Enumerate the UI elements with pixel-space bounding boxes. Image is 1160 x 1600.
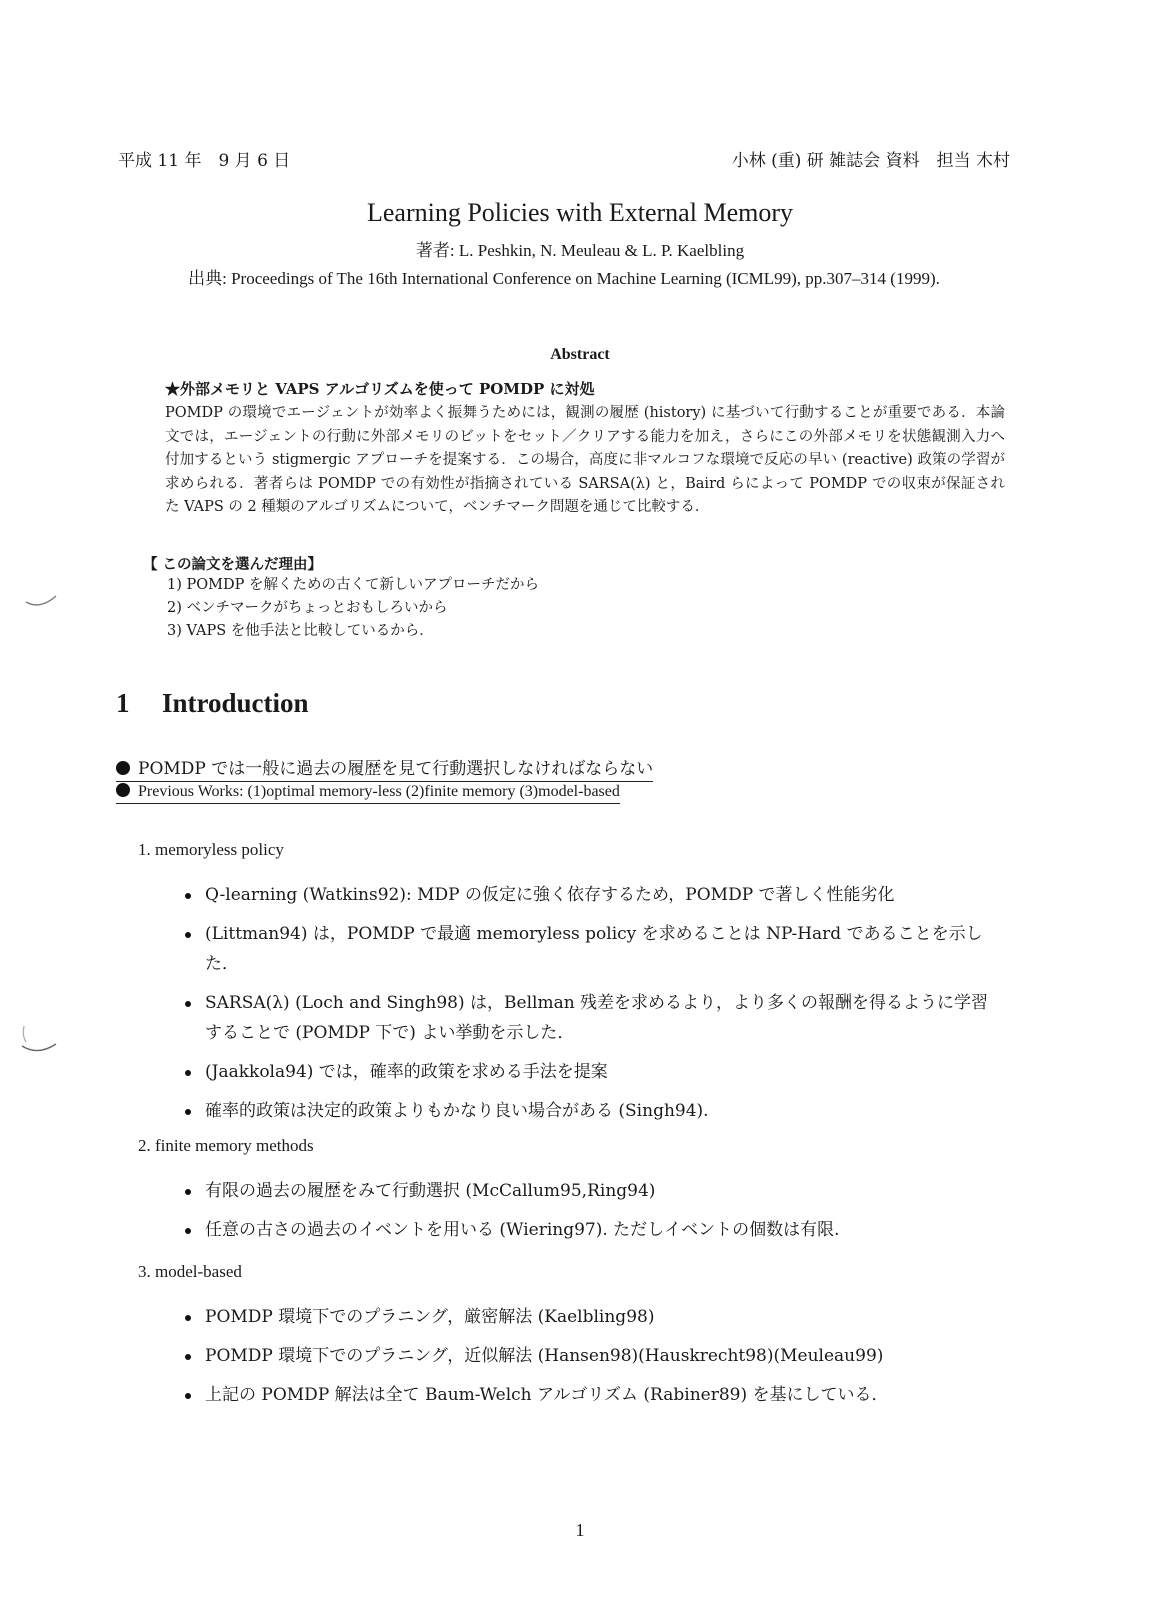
- list-item-text: POMDP 環境下でのプラニング，厳密解法 (Kaelbling98): [205, 1307, 655, 1327]
- abstract-lead: ★外部メモリと VAPS アルゴリズムを使って POMDP に対処: [165, 380, 595, 398]
- bullet-icon: [185, 893, 191, 899]
- list-item: [185, 1096, 1005, 1126]
- list-item: [185, 919, 1005, 979]
- reason-item: 1) POMDP を解くための古くて新しいアプローチだから: [167, 577, 539, 593]
- reasons-list: [167, 574, 539, 643]
- list-item-text: 任意の古さの過去のイベントを用いる (Wiering97). ただしイベントの個数は有限.: [205, 1220, 840, 1240]
- memoryless-list: [185, 880, 1005, 1135]
- abstract-heading: Abstract: [550, 346, 610, 363]
- list-item: [185, 1176, 1005, 1206]
- paper-title: Learning Policies with External Memory: [366, 198, 793, 227]
- list-item: [185, 988, 1005, 1048]
- section-heading: [116, 688, 309, 719]
- scan-mark: [18, 1020, 62, 1060]
- bullet-icon: [185, 1109, 191, 1115]
- list-item: [185, 880, 1005, 910]
- enum-label-model-based: 3. model-based: [138, 1262, 242, 1281]
- bullet-icon: [185, 1001, 191, 1007]
- key-point-text: POMDP では一般に過去の履歴を見て行動選択しなければならない: [138, 759, 654, 779]
- bullet-icon: [185, 1189, 191, 1195]
- list-item-text: 確率的政策は決定的政策よりもかなり良い場合がある (Singh94).: [205, 1101, 709, 1121]
- list-item-text: 有限の過去の履歴をみて行動選択 (McCallum95,Ring94): [205, 1181, 656, 1201]
- bullet-icon: [185, 1354, 191, 1360]
- bullet-icon: [185, 1228, 191, 1234]
- bullet-icon: [185, 1070, 191, 1076]
- enum-label-memoryless: 1. memoryless policy: [138, 840, 284, 859]
- finite-memory-list: [185, 1176, 1005, 1254]
- list-item: [185, 1341, 1005, 1371]
- list-item: [185, 1057, 1005, 1087]
- reason-item: 2) ベンチマークがちょっとおもしろいから: [167, 600, 448, 616]
- section-title: Introduction: [162, 688, 309, 718]
- list-item-text: (Jaakkola94) では，確率的政策を求める手法を提案: [205, 1062, 608, 1082]
- paper-authors: 著者: L. Peshkin, N. Meuleau & L. P. Kaelbling: [415, 241, 745, 260]
- list-item-text: Q-learning (Watkins92): MDP の仮定に強く依存するため，POMDP で著しく性能劣化: [205, 885, 895, 905]
- model-based-list: [185, 1302, 1005, 1419]
- header-date: 平成 11 年 9 月 6 日: [118, 151, 291, 171]
- paper-source: 出典: Proceedings of The 16th International Conference on Machine Learning (ICML99), pp.307–314 (1999).: [188, 269, 940, 288]
- section-number: 1: [116, 688, 130, 718]
- list-item: [185, 1380, 1005, 1410]
- bullet-dot-icon: [116, 761, 130, 775]
- abstract-body: POMDP の環境でエージェントが効率よく振舞うためには，観測の履歴 (history) に基づいて行動することが重要である．本論文では，エージェントの行動に外部メモリのビットをセット／クリアする能力を加え，さらにこの外部メモリを状態観測入力へ付加するという stigmergic アプローチを提案する．この場合，高度に非マルコフな環境で反応の早い (reactive) 政策の学習が求められる．著者らは POMDP での有効性が指摘されている SARSA(λ) と，Baird らによって POMDP での収束が保証された VAPS の 2 種類のアルゴリズムについて，ベンチマーク問題を通じて比較する．: [165, 405, 1005, 515]
- bullet-icon: [185, 932, 191, 938]
- key-point-text: Previous Works: (1)optimal memory-less (2)finite memory (3)model-based: [138, 783, 620, 800]
- list-item-text: SARSA(λ) (Loch and Singh98) は，Bellman 残差を求めるより，より多くの報酬を得るように学習することで (POMDP 下で) よい挙動を示した．: [205, 993, 989, 1043]
- list-item-text: 上記の POMDP 解法は全て Baum-Welch アルゴリズム (Rabiner89) を基にしている．: [205, 1385, 889, 1405]
- reasons-heading: 【 この論文を選んだ理由】: [143, 556, 323, 573]
- key-point-2: [116, 783, 620, 804]
- list-item: [185, 1215, 1005, 1245]
- bullet-dot-icon: [116, 783, 130, 797]
- header-meeting-info: 小林 (重) 研 雑誌会 資料 担当 木村: [731, 151, 1010, 171]
- reason-item: 3) VAPS を他手法と比較しているから．: [167, 623, 434, 639]
- bullet-icon: [185, 1393, 191, 1399]
- key-point-1: [116, 754, 653, 782]
- page-number: 1: [575, 1520, 585, 1540]
- list-item-text: POMDP 環境下でのプラニング，近似解法 (Hansen98)(Hauskrecht98)(Meuleau99): [205, 1346, 884, 1366]
- enum-label-finite-memory: 2. finite memory methods: [138, 1136, 314, 1155]
- list-item: [185, 1302, 1005, 1332]
- bullet-icon: [185, 1315, 191, 1321]
- scan-mark: [22, 588, 62, 612]
- list-item-text: (Littman94) は，POMDP で最適 memoryless policy を求めることは NP-Hard であることを示した．: [205, 924, 983, 974]
